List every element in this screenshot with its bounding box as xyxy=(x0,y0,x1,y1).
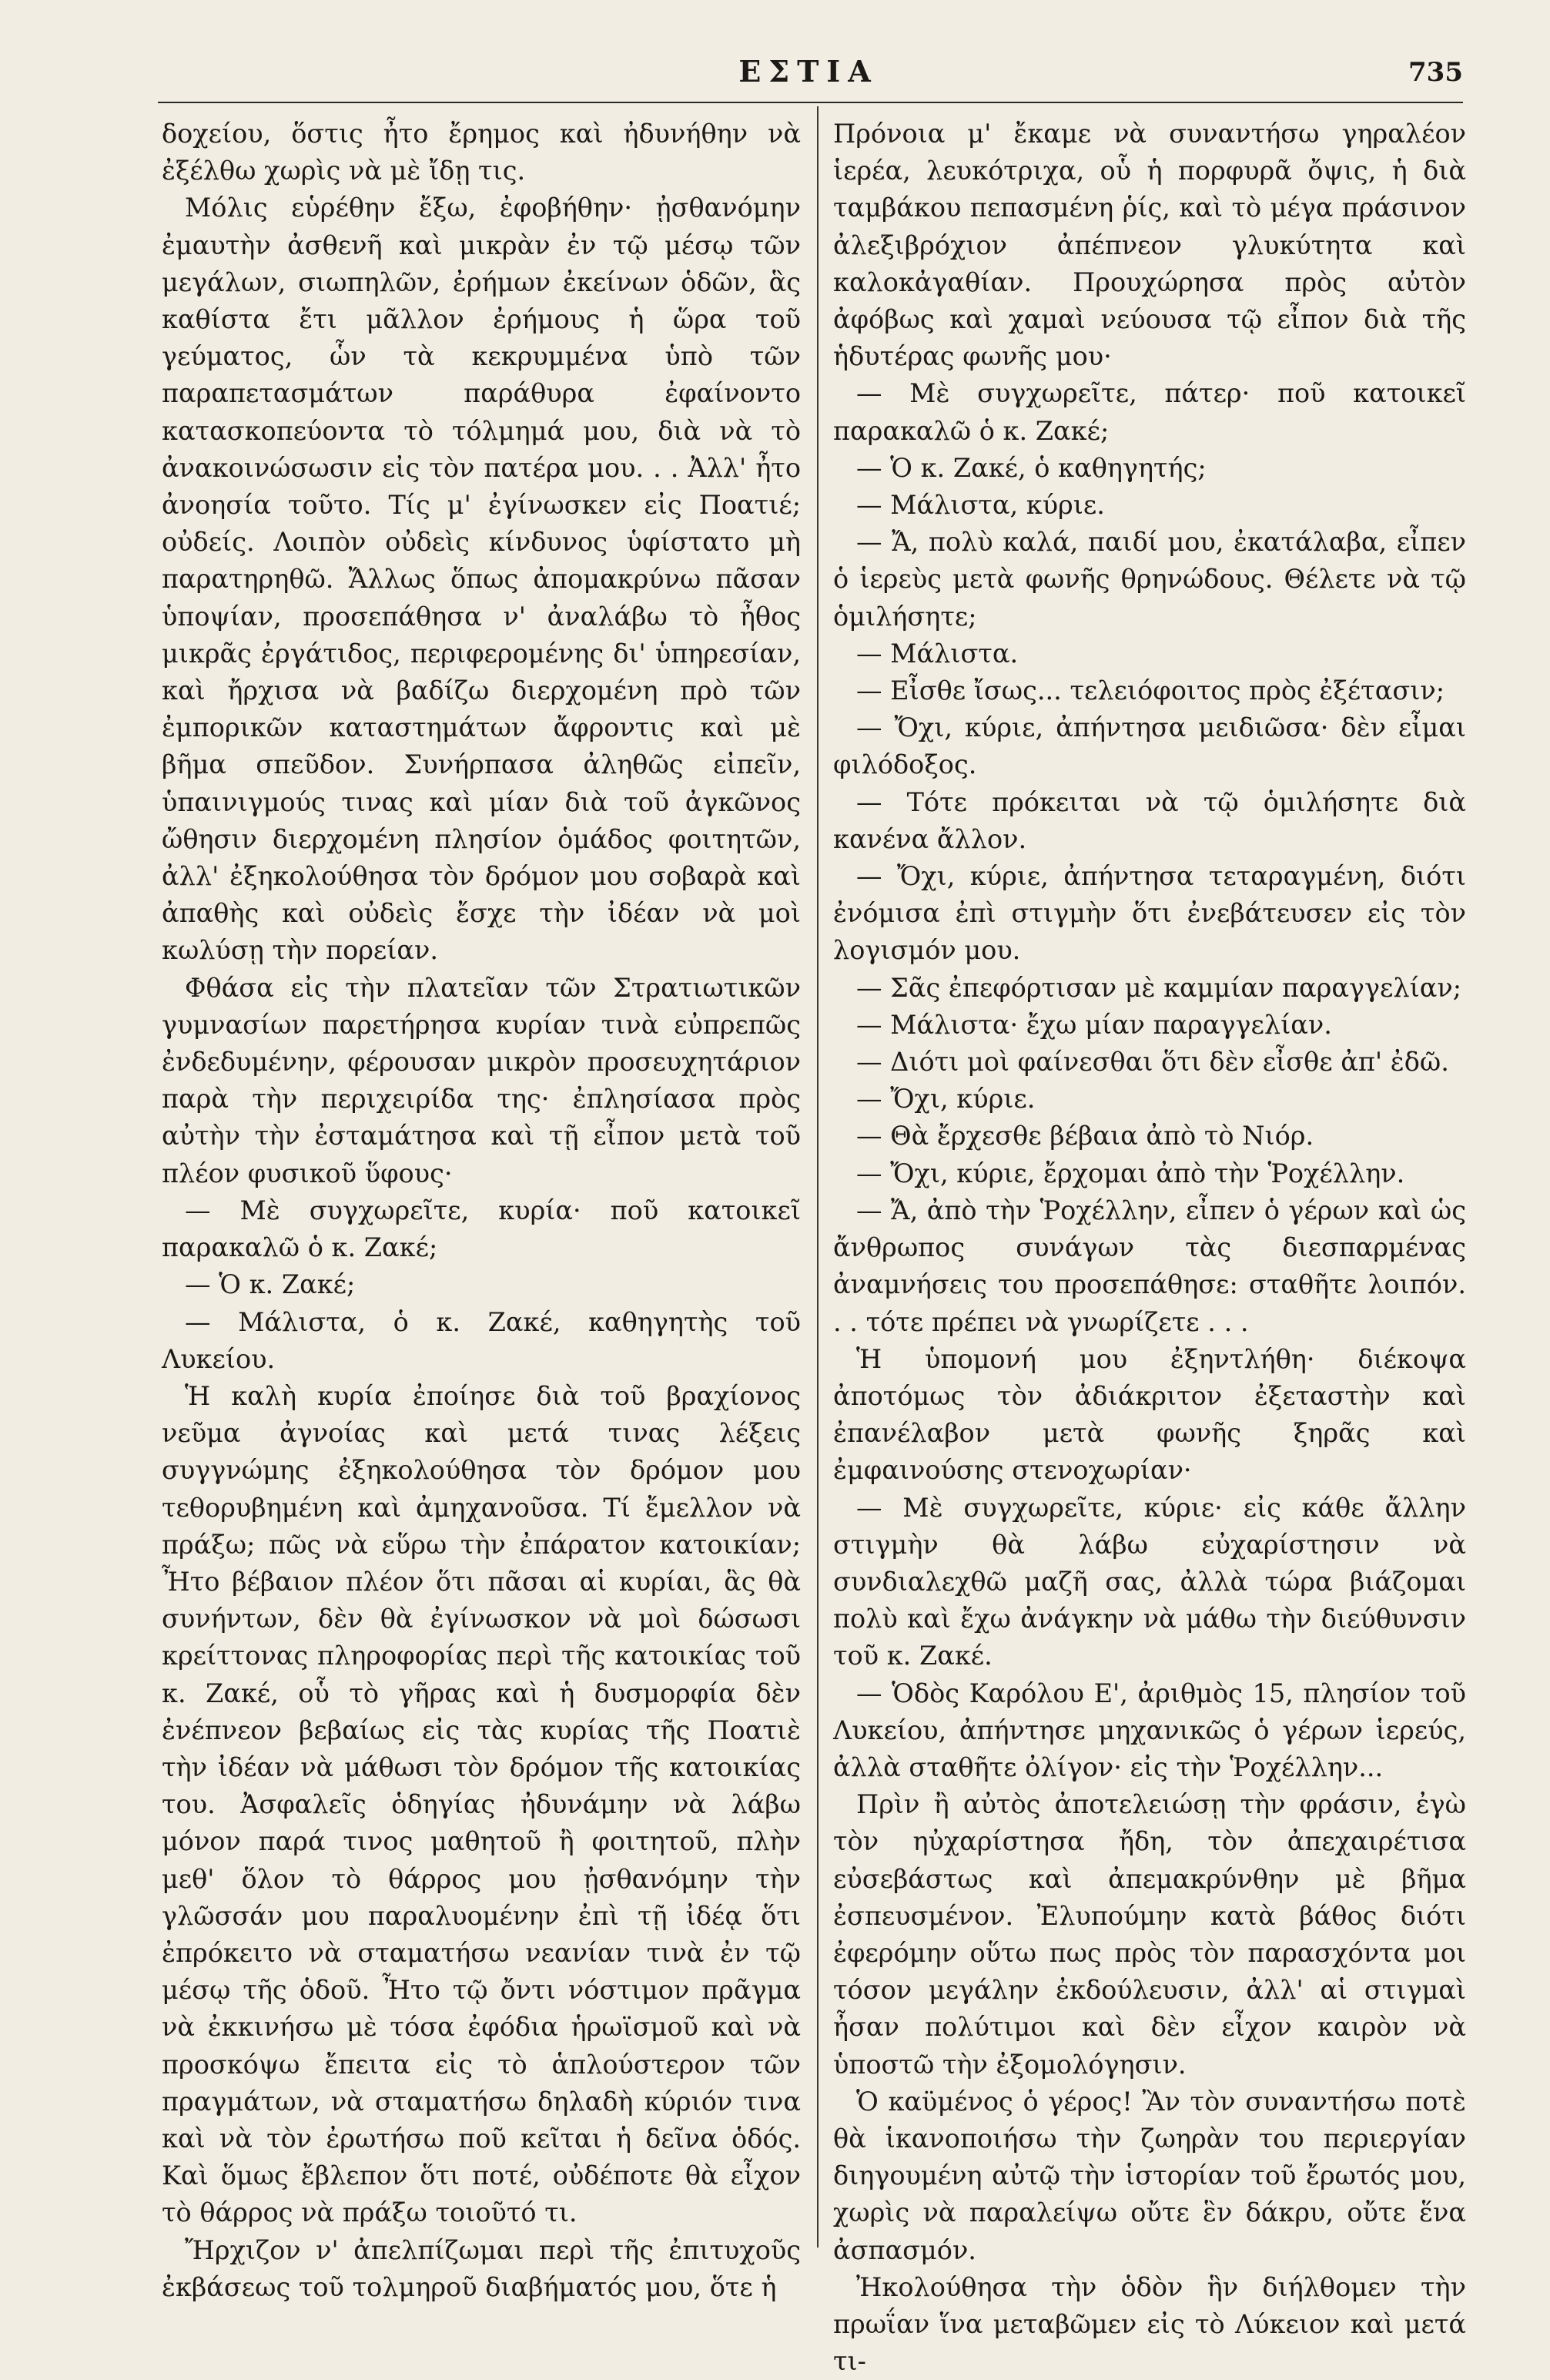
dialogue-line: — Ὄχι, κύριε, ἔρχομαι ἀπὸ τὴν Ῥοχέλλην. xyxy=(856,1158,1405,1188)
paragraph: Ἡ καλὴ κυρία ἐποίησε διὰ τοῦ βραχίονος νεῦμα ἀγνοίας καὶ μετά τινας λέξεις συγγνώμης ἐξηκολούθησα τὸν δρόμον μου τεθορυβημένη καὶ ἀμηχανοῦσα. Τί ἔμελλον νὰ πράξω; πῶς νὰ εὕρω τὴν ἐπάρατον κατοικίαν; Ἦτο βέβαιον πλέον ὅτι πᾶσαι αἱ κυρίαι, ἃς θὰ συνήντων, δὲν θὰ ἐγίνωσκον νὰ μοὶ δώσωσι κρείττονας πληροφορίας περὶ τῆς κατοικίας τοῦ κ. Ζακέ, οὗ τὸ γῆρας καὶ ἡ δυσμορφία δὲν ἐνέπνεον βεβαίως εἰς τὰς κυρίας τῆς Ποατιὲ τὴν ἰδέαν νὰ μάθωσι τὸν δρόμον τῆς κατοικίας του. Ἀσφαλεῖς ὁδηγίας ἠδυνάμην νὰ λάβω μόνον παρά τινος μαθητοῦ ἢ φοιτητοῦ, πλὴν μεθ' ὅλον τὸ θάρρος μου ᾐσθανόμην τὴν γλῶσσάν μου παραλυομένην ἐπὶ τῇ ἰδέᾳ ὅτι ἐπρόκειτο νὰ σταματήσω νεανίαν τινὰ ἐν τῷ μέσῳ τῆς ὁδοῦ. Ἦτο τῷ ὄντι νόστιμον πρᾶγμα νὰ ἐκκινήσω μὲ τόσα ἐφόδια ἡρωϊσμοῦ καὶ νὰ προσκόψω ἔπειτα εἰς τὸ ἁπλούστερον τῶν πραγμάτων, νὰ σταματήσω δηλαδὴ κύριόν τινα καὶ νὰ τὸν ἐρωτήσω ποῦ κεῖται ἡ δεῖνα ὁδός. Καὶ ὅμως ἔβλεπον ὅτι ποτέ, οὐδέποτε θὰ εἶχον τὸ θάρρος νὰ πράξω τοιοῦτό τι. xyxy=(162,1380,801,2228)
dialogue-line: — Σᾶς ἐπεφόρτισαν μὲ καμμίαν παραγγελίαν; xyxy=(856,972,1461,1003)
left-column xyxy=(162,116,801,2302)
dialogue-line: — Μάλιστα, κύριε. xyxy=(856,490,1105,521)
dialogue-line: — Μάλιστα. xyxy=(856,638,1019,669)
paragraph: Ἠκολούθησα τὴν ὁδὸν ἣν διήλθομεν τὴν πρωΐαν ἵνα μεταβῶμεν εἰς τὸ Λύκειον καὶ μετά τι- xyxy=(833,2271,1466,2377)
dialogue-line: — Διότι μοὶ φαίνεσθαι ὅτι δὲν εἶσθε ἀπ' ἐδῶ. xyxy=(856,1047,1449,1078)
paragraph: Ἤρχιζον ν' ἀπελπίζωμαι περὶ τῆς ἐπιτυχοῦς ἐκβάσεως τοῦ τολμηροῦ διαβήματός μου, ὅτε ἡ xyxy=(162,2234,801,2302)
dialogue-line: — Ὄχι, κύριε, ἀπήντησα μειδιῶσα· δὲν εἶμαι φιλόδοξος. xyxy=(833,712,1466,780)
dialogue-line: — Εἶσθε ἴσως... τελειόφοιτος πρὸς ἐξέτασιν; xyxy=(856,675,1445,706)
paragraph: Φθάσα εἰς τὴν πλατεῖαν τῶν Στρατιωτικῶν γυμνασίων παρετήρησα κυρίαν τινὰ εὐπρεπῶς ἐνδεδυμένην, φέρουσαν μικρὸν προσευχητάριον παρὰ τὴν περιχειρίδα της· ἐπλησίασα πρὸς αὐτὴν τὴν ἐσταμάτησα καὶ τῇ εἶπον μετὰ τοῦ πλέον φυσικοῦ ὕφους· xyxy=(162,972,801,1188)
dialogue-line: — Μὲ συγχωρεῖτε, πάτερ· ποῦ κατοικεῖ παρακαλῶ ὁ κ. Ζακέ; xyxy=(833,378,1466,446)
paragraph: Ὁ καϋμένος ὁ γέρος! Ἂν τὸν συναντήσω ποτὲ θὰ ἱκανοποιήσω τὴν ζωηρὰν του περιεργίαν διηγουμένη αὐτῷ τὴν ἱστορίαν τοῦ ἔρωτός μου, χωρὶς νὰ παραλείψω οὔτε ἓν δάκρυ, οὔτε ἕνα ἀσπασμόν. xyxy=(833,2086,1466,2265)
dialogue-line: — Ὁ κ. Ζακέ, ὁ καθηγητής; xyxy=(856,452,1207,483)
dialogue-line: — Ἄ, πολὺ καλά, παιδί μου, ἐκατάλαβα, εἶπεν ὁ ἱερεὺς μετὰ φωνῆς θρηνώδους. Θέλετε νὰ τῷ ὁμιλήσητε; xyxy=(833,527,1466,632)
dialogue-line: — Μάλιστα, ὁ κ. Ζακέ, καθηγητὴς τοῦ Λυκείου. xyxy=(162,1306,801,1374)
dialogue-line: — Μὲ συγχωρεῖτε, κύριε· εἰς κάθε ἄλλην στιγμὴν θὰ λάβω εὐχαρίστησιν νὰ συνδιαλεχθῶ μαζῆ σας, ἀλλὰ τώρα βιάζομαι πολὺ καὶ ἔχω ἀνάγκην νὰ μάθω τὴν διεύθυνσιν τοῦ κ. Ζακέ. xyxy=(833,1492,1466,1671)
paragraph: Πρόνοια μ' ἔκαμε νὰ συναντήσω γηραλέον ἱερέα, λευκότριχα, οὗ ἡ πορφυρᾶ ὄψις, ἡ διὰ ταμβάκου πεπασμένη ῥίς, καὶ τὸ μέγα πράσινον ἀλεξιβρόχιον ἀπέπνεον γλυκύτητα καὶ καλοκἀγαθίαν. Προυχώρησα πρὸς αὐτὸν ἀφόβως καὶ χαμαὶ νεύουσα τῷ εἶπον διὰ τῆς ἡδυτέρας φωνῆς μου· xyxy=(833,119,1466,372)
paragraph: Πρὶν ἢ αὐτὸς ἀποτελειώσῃ τὴν φράσιν, ἐγὼ τὸν ηὐχαρίστησα ἤδη, τὸν ἀπεχαιρέτισα εὐσεβάστως καὶ ἀπεμακρύνθην μὲ βῆμα ἐσπευσμένον. Ἐλυπούμην κατὰ βάθος διότι ἐφερόμην οὕτω πως πρὸς τὸν παρασχόντα μοι τόσον μεγάλην ἐκδούλευσιν, ἀλλ' αἱ στιγμαὶ ἦσαν πολύτιμοι καὶ δὲν εἶχον καιρὸν νὰ ὑποστῶ τὴν ἐξομολόγησιν. xyxy=(833,1789,1466,2080)
dialogue-line: — Ὁδὸς Καρόλου Ε', ἀριθμὸς 15, πλησίον τοῦ Λυκείου, ἀπήντησε μηχανικῶς ὁ γέρων ἱερεύς, ἀλλὰ σταθῆτε ὀλίγον· εἰς τὴν Ῥοχέλλην... xyxy=(833,1678,1466,1782)
header-rule xyxy=(158,102,1463,103)
paragraph: δοχείου, ὅστις ἦτο ἔρημος καὶ ἠδυνήθην νὰ ἐξέλθω χωρὶς νὰ μὲ ἴδῃ τις. xyxy=(162,119,801,186)
running-title: ΕΣΤΙΑ xyxy=(738,54,879,89)
paragraph: Μόλις εὑρέθην ἔξω, ἐφοβήθην· ᾐσθανόμην ἐμαυτὴν ἀσθενῆ καὶ μικρὰν ἐν τῷ μέσῳ τῶν μεγάλων, σιωπηλῶν, ἐρήμων ἐκείνων ὁδῶν, ἃς καθίστα ἔτι μᾶλλον ἐρήμους ἡ ὥρα τοῦ γεύματος, ὧν τὰ κεκρυμμένα ὑπὸ τῶν παραπετασμάτων παράθυρα ἐφαίνοντο κατασκοπεύοντα τὸ τόλμημά μου, διὰ νὰ τὸ ἀνακοινώσωσιν εἰς τὸν πατέρα μου. . . Ἀλλ' ἦτο ἀνοησία τοῦτο. Τίς μ' ἐγίνωσκεν εἰς Ποατιέ; οὐδείς. Λοιπὸν οὐδεὶς κίνδυνος ὑφίστατο μὴ παρατηρηθῶ. Ἄλλως ὅπως ἀπομακρύνω πᾶσαν ὑποψίαν, προσεπάθησα ν' ἀναλάβω τὸ ἦθος μικρᾶς ἐργάτιδος, περιφερομένης δι' ὑπηρεσίαν, καὶ ἤρχισα νὰ βαδίζω διερχομένη πρὸ τῶν ἐμπορικῶν καταστημάτων ἄφροντις καὶ μὲ βῆμα σπεῦδον. Συνήρπασα ἀληθῶς εἰπεῖν, ὑπαινιγμούς τινας καὶ μίαν διὰ τοῦ ἀγκῶνος ὤθησιν διερχομένη πλησίον ὁμάδος φοιτητῶν, ἀλλ' ἐξηκολούθησα τὸν δρόμον μου σοβαρὰ καὶ ἀπαθὴς καὶ οὐδεὶς ἔσχε τὴν ἰδέαν νὰ μοὶ κωλύσῃ τὴν πορείαν. xyxy=(162,193,801,966)
dialogue-line: — Τότε πρόκειται νὰ τῷ ὁμιλήσητε διὰ κανένα ἄλλον. xyxy=(833,786,1466,854)
paragraph: Ἡ ὑπομονή μου ἐξηντλήθη· διέκοψα ἀποτόμως τὸν ἀδιάκριτον ἐξεταστὴν καὶ ἐπανέλαβον μετὰ φωνῆς ξηρᾶς καὶ ἐμφαινούσης στενοχωρίαν· xyxy=(833,1343,1466,1486)
page-number: 735 xyxy=(1408,57,1463,88)
dialogue-line: — Ὄχι, κύριε, ἀπήντησα τεταραγμένη, διότι ἐνόμισα ἐπὶ στιγμὴν ὅτι ἐνεβάτευσεν εἰς τὸν λογισμόν μου. xyxy=(833,861,1466,966)
column-divider xyxy=(817,106,819,2248)
right-column xyxy=(833,116,1466,2377)
dialogue-line: — Μάλιστα· ἔχω μίαν παραγγελίαν. xyxy=(856,1009,1332,1040)
dialogue-line: — Ὄχι, κύριε. xyxy=(856,1084,1036,1115)
dialogue-line: — Θὰ ἔρχεσθε βέβαια ἀπὸ τὸ Νιόρ. xyxy=(856,1121,1314,1151)
dialogue-line: — Ὁ κ. Ζακέ; xyxy=(185,1269,356,1300)
dialogue-line: — Ἄ, ἀπὸ τὴν Ῥοχέλλην, εἶπεν ὁ γέρων καὶ ὡς ἄνθρωπος συνάγων τὰς διεσπαρμένας ἀναμνήσεις του προσεπάθησε: σταθῆτε λοιπόν. . . τότε πρέπει νὰ γνωρίζετε . . . xyxy=(833,1195,1466,1337)
dialogue-line: — Μὲ συγχωρεῖτε, κυρία· ποῦ κατοικεῖ παρακαλῶ ὁ κ. Ζακέ; xyxy=(162,1195,801,1263)
page-header xyxy=(154,48,1463,102)
